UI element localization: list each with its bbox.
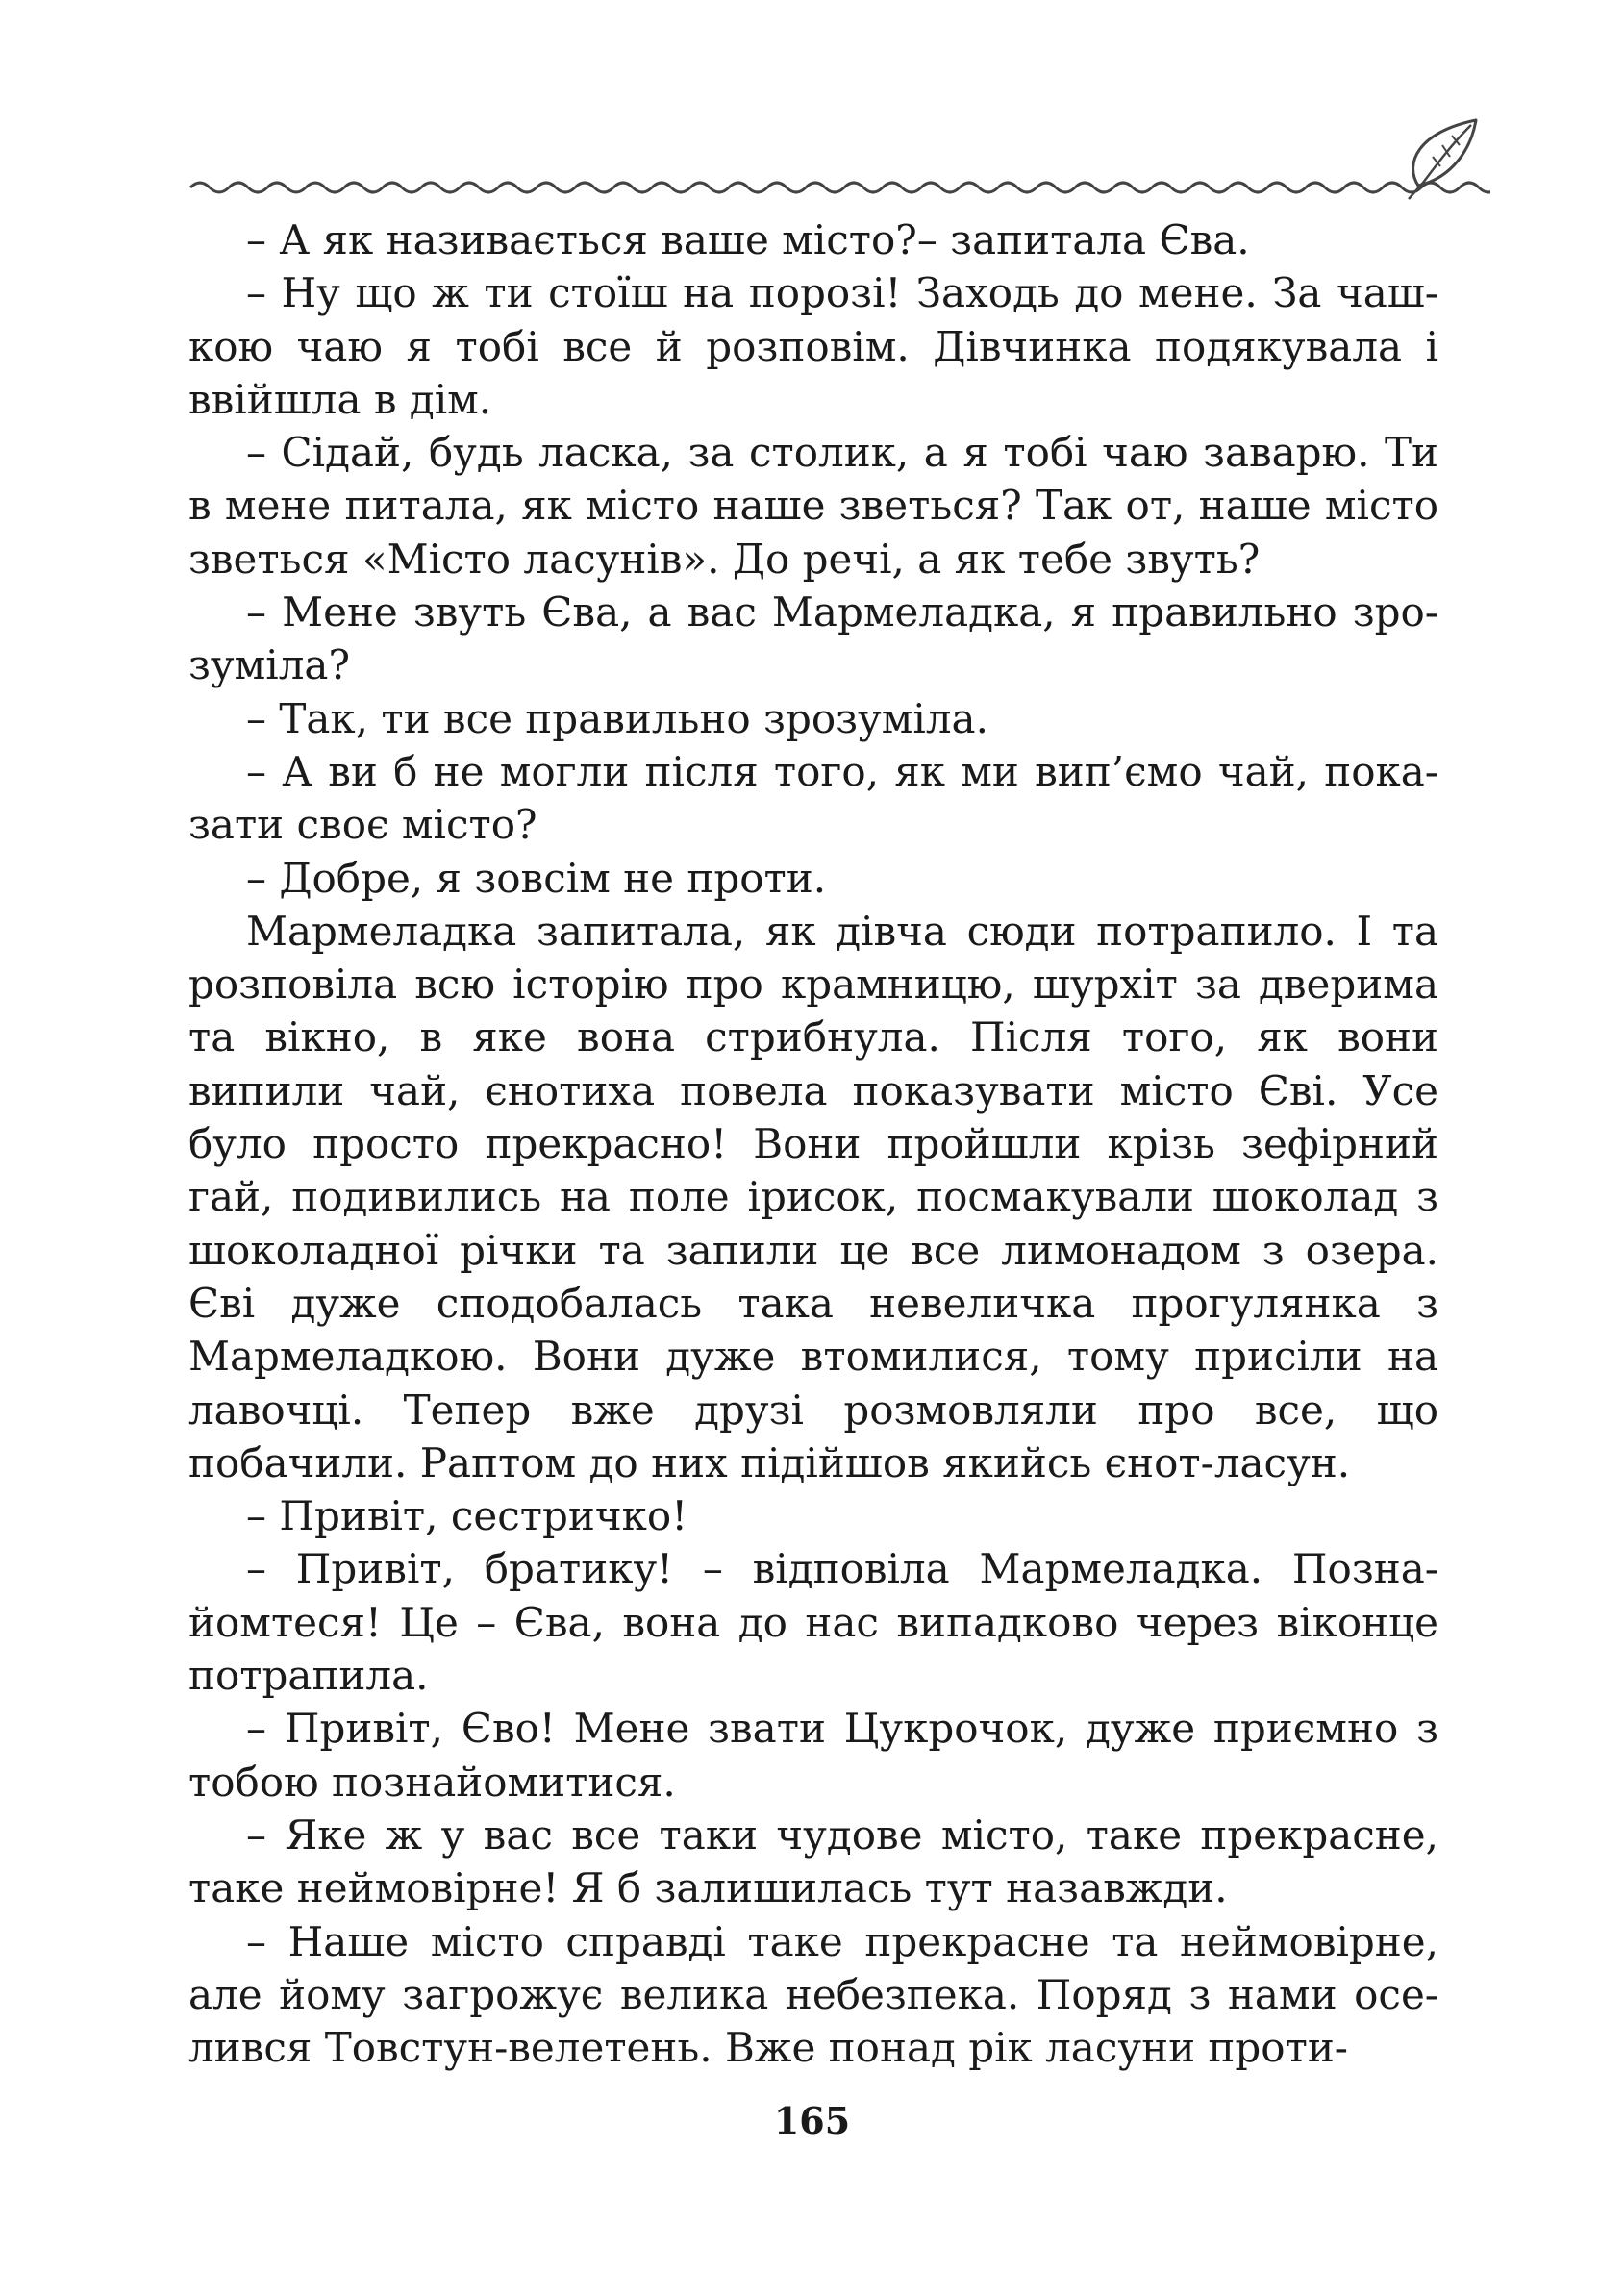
paragraph: – А як називається ваше місто?– запитала Єва. <box>246 216 1250 263</box>
paragraph: – А ви б не могли після того, як ми вип’ємо чай, показати своє місто? <box>188 747 1438 849</box>
story-text <box>188 213 1438 2074</box>
paragraph: – Добре, я зовсім не проти. <box>246 854 827 902</box>
page-number: 165 <box>773 2099 851 2142</box>
paragraph: – Наше місто справді таке прекрасне та неймовірне, але йому загрожує велика небезпека. Поряд з нами оселився Товстун-велетень. Вже понад рік ласуни проти- <box>188 1917 1438 2072</box>
wavy-line <box>190 183 1490 192</box>
paragraph: – Так, ти все правильно зрозуміла. <box>246 694 988 742</box>
quill-feather-icon <box>1409 120 1476 199</box>
paragraph: – Яке ж у вас все таки чудове місто, таке прекрасне, таке неймовірне! Я б залишилась тут назавжди. <box>188 1810 1438 1912</box>
paragraph: – Привіт, Єво! Мене звати Цукрочок, дуже приємно з тобою познайомитися. <box>188 1705 1438 1806</box>
paragraph: – Привіт, сестричко! <box>246 1492 688 1540</box>
paragraph: – Привіт, братику! – відповіла Мармеладка. Познайомтеся! Це – Єва, вона до нас випадково через віконце потрапила. <box>188 1545 1438 1700</box>
wavy-line-quill-ornament <box>183 111 1490 207</box>
paragraph: – Ну що ж ти стоїш на порозі! Заходь до мене. За чашкою чаю я тобі все й розповім. Дівчинка подякувала і ввійшла в дім. <box>188 269 1438 423</box>
paragraph: Мармеладка запитала, як дівча сюди потрапило. І та розповіла всю історію про крамницю, шурхіт за дверима та вікно, в яке вона стрибнула. Після того, як вони випили чай, єнотиха повела показувати місто Єві. Усе було просто прекрасно! Вони пройшли крізь зефірний гай, подивились на поле ірисок, посмакували шоколад з шоколадної річки та запили це все лимонадом з озера. Єві дуже сподобалась така невеличка прогулянка з Мармеладкою. Вони дуже втомилися, тому присіли на лавочці. Тепер вже друзі розмовляли про все, що побачили. Раптом до них підійшов якийсь єнот-ласун. <box>188 907 1438 1486</box>
paragraph: – Сідай, будь ласка, за столик, а я тобі чаю заварю. Ти в мене питала, як місто наше зветься? Так от, наше місто зветься «Місто ласунів». До речі, а як тебе звуть? <box>188 429 1438 583</box>
paragraph: – Мене звуть Єва, а вас Мармеладка, я правильно зрозуміла? <box>188 588 1438 689</box>
